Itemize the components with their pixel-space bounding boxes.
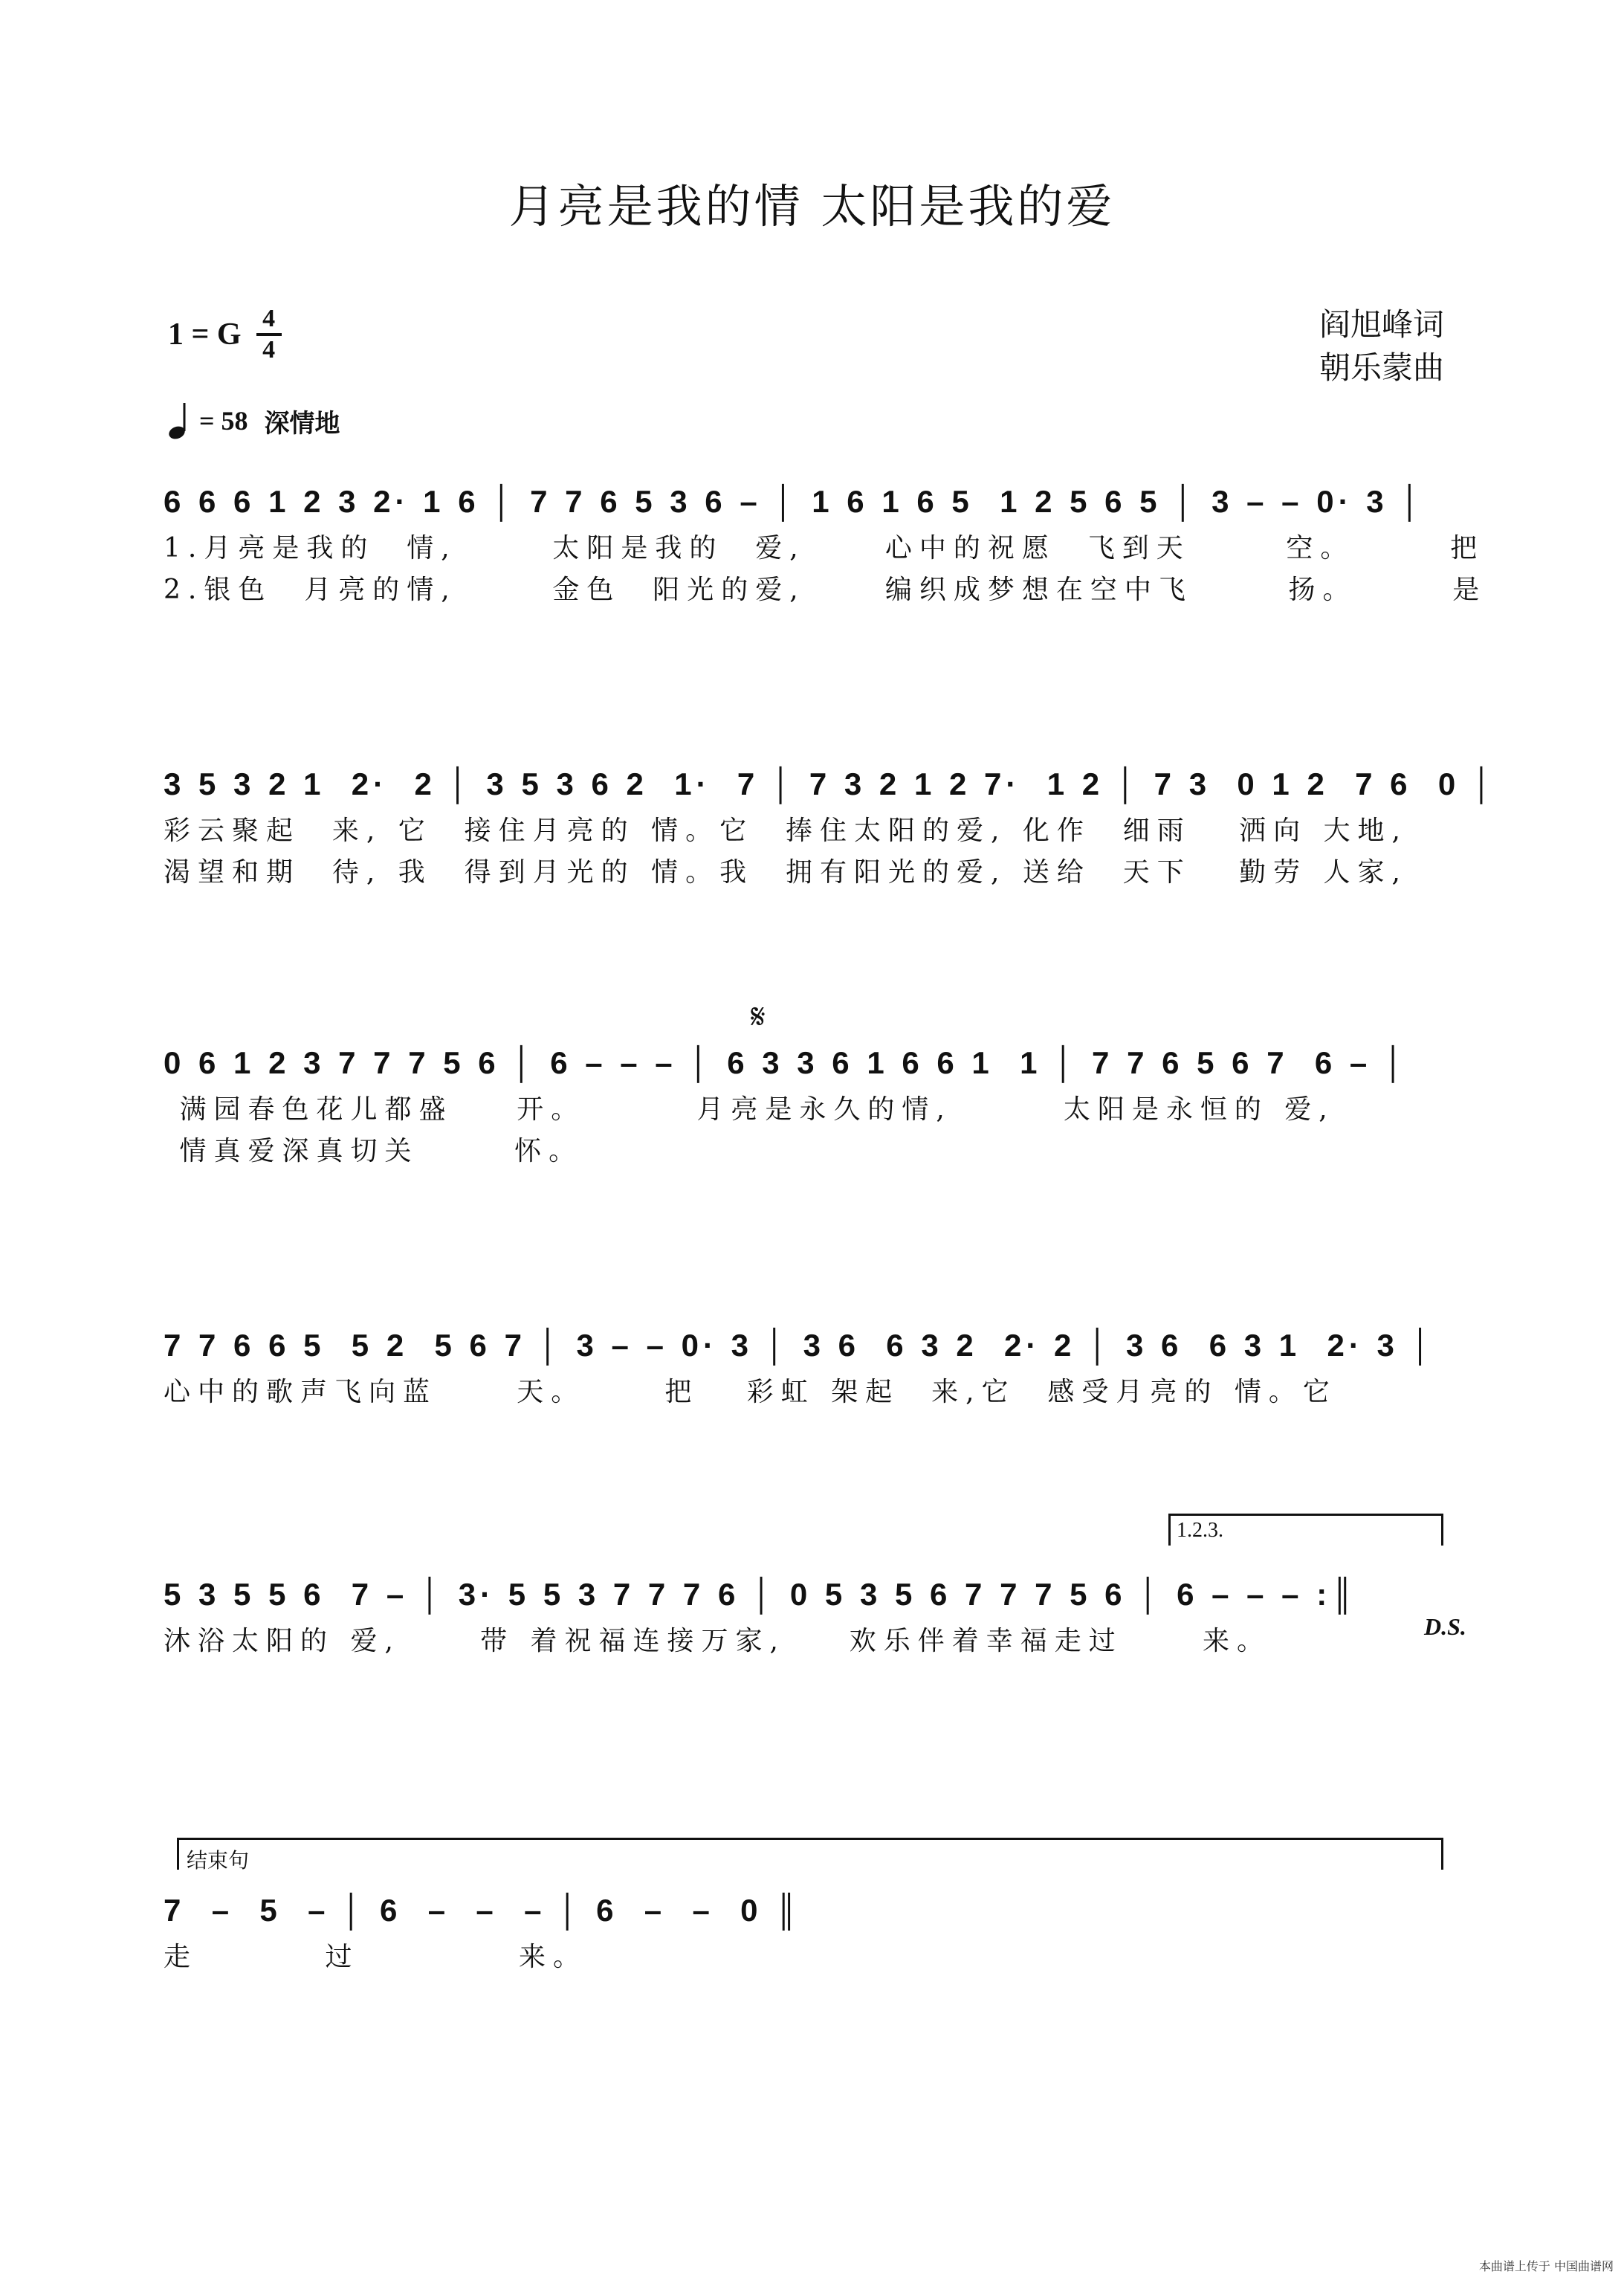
key-signature	[168, 306, 282, 363]
composer: 朝乐蒙曲	[1319, 349, 1444, 386]
notation-line: 7 7 6 6 5 5 2 5 6 7 │ 3 – – 0· 3 │ 3 6 6 3 2 2· 2 │ 3 6 6 3 1 2· 3 │	[164, 1328, 1436, 1363]
credits	[1319, 303, 1444, 390]
lyric-verse-1: 1.月亮是我的 情, 太阳是我的 爱, 心中的祝愿 飞到天 空。 把	[164, 533, 1485, 564]
notation-line: 7 – 5 – │ 6 – – – │ 6 – – 0 ║	[164, 1893, 802, 1928]
time-sig-top: 4	[262, 305, 276, 332]
page-title: 月亮是我的情 太阳是我的爱	[508, 179, 1116, 233]
notation-line: 3 5 3 2 1 2· 2 │ 3 5 3 6 2 1· 7 │ 7 3 2 1 2 7· 1 2 │ 7 3 0 1 2 7 6 0 │	[164, 766, 1498, 801]
tempo-expression: 深情地	[264, 408, 340, 439]
tempo-value: = 58	[199, 406, 248, 436]
lyric-verse-2: 情真爱深真切关 怀。	[164, 1136, 583, 1166]
lyric-line: 走 过 来。	[164, 1942, 587, 1972]
notation-line: 6 6 6 1 2 3 2· 1 6 │ 7 7 6 5 3 6 – │ 1 6 1 6 5 1 2 5 6 5 │ 3 – – 0· 3 │	[164, 484, 1426, 519]
notation-line: 5 3 5 5 6 7 – │ 3· 5 5 3 7 7 7 6 │ 0 5 3 5 6 7 7 7 5 6 │ 6 – – – :║	[164, 1577, 1358, 1612]
quarter-note-icon	[168, 401, 190, 440]
lyric-verse-2: 2.银色 月亮的情, 金色 阳光的爱, 编织成梦想在空中飞 扬。 是	[164, 575, 1487, 605]
score-system-4	[164, 1320, 1466, 1413]
lyric-verse-1: 满园春色花儿都盛 开。 月亮是永久的情, 太阳是永恒的 爱,	[164, 1094, 1335, 1125]
score-system-3	[164, 1037, 1466, 1172]
lyric-line: 心中的歌声飞向蓝 天。 把 彩虹 架起 来,它 感受月亮的 情。它	[164, 1377, 1337, 1407]
coda-bracket	[177, 1838, 1443, 1873]
lyric-verse-1: 彩云聚起 来, 它 接住月亮的 情。它 捧住太阳的爱, 化作 细雨 洒向 大地,	[164, 816, 1408, 846]
coda-label: 结束句	[187, 1848, 250, 1873]
score-system-2	[164, 758, 1498, 894]
score-system-1	[164, 476, 1487, 611]
segno-sign: 𝄋	[751, 996, 766, 1036]
volta-label: 1.2.3.	[1177, 1519, 1223, 1542]
first-ending-bracket	[1168, 1514, 1443, 1546]
lyric-line: 沐浴太阳的 爱, 带 着祝福连接万家, 欢乐伴着幸福走过 来。	[164, 1626, 1271, 1656]
lyric-verse-2: 渴望和期 待, 我 得到月光的 情。我 拥有阳光的爱, 送给 天下 勤劳 人家,	[164, 857, 1408, 888]
dal-segno-mark: D.S.	[1424, 1613, 1466, 1640]
time-signature	[256, 306, 282, 363]
notation-line: 0 6 1 2 3 7 7 7 5 6 │ 6 – – – │ 6 3 3 6 1 6 6 1 1 │ 7 7 6 5 6 7 6 – │	[164, 1045, 1409, 1080]
source-footer: 本曲谱上传于 中国曲谱网	[1478, 2259, 1614, 2273]
lyricist: 阎旭峰词	[1319, 306, 1444, 343]
score-system-5	[164, 1569, 1466, 1662]
tempo-marking	[168, 401, 340, 440]
score-system-6	[164, 1885, 1466, 1978]
key-label: 1 = G	[168, 317, 242, 352]
time-sig-bottom: 4	[262, 336, 276, 364]
